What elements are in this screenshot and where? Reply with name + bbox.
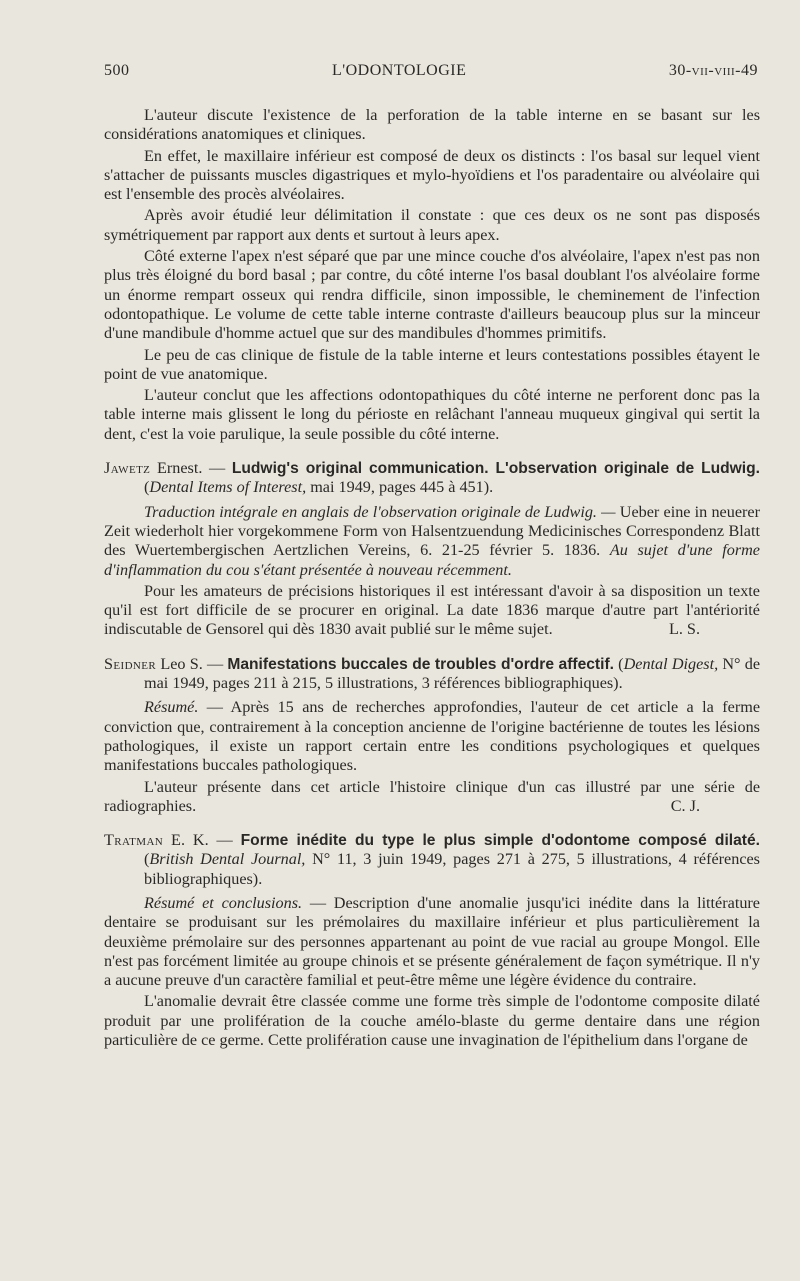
signature: C. J. — [670, 796, 700, 815]
paragraph-text: L'auteur présente dans cet article l'histoire clinique d'un cas illustré par une série de radiographies. — [104, 777, 760, 815]
paragraph-text: — Après 15 ans de recherches approfondies, l'auteur de cet article a la ferme conviction que, contrairement à la conception ancienne de l'origine bactérienne de toutes les lésions pathologiques, il existe un rapport certain entre les conditions psychologiques et quelques manifestations buccales pathologiques. — [104, 698, 760, 775]
review-entry-tratman — [104, 831, 760, 1050]
entry-author: Seidner — [104, 654, 157, 673]
page-number: 500 — [104, 62, 130, 79]
paragraph-label: Résumé. — [144, 698, 199, 717]
issue-date: 30-vii-viii-49 — [668, 62, 758, 79]
paragraph: Le peu de cas clinique de fistule de la table interne et leurs contestations possibles étayent le point de vue anatomique. — [104, 345, 760, 383]
entry-heading — [104, 831, 760, 889]
entry-source: British Dental Journal, — [149, 850, 306, 869]
paragraph-text: Ueber eine in neuerer Zeit wiederholt hier vorgekommene Form von Halsentzuendung Medicinisches Correspondenz Blatt des Wuertembergischen Aertzlichen Vereins, 6. 21-25 février 5. 1836. — [104, 502, 760, 560]
running-head — [104, 62, 758, 80]
paragraph-label: Résumé et conclusions. — [144, 893, 303, 912]
review-entry-seidner — [104, 655, 760, 816]
paragraph: Côté externe l'apex n'est séparé que par une mince couche d'os alvéolaire, l'apex n'est pas non plus très éloigné du bord basal ; par contre, du côté interne l'os basal doublant l'os alvéolaire forme un énorme rempart osseux qui rendra difficile, sinon impossible, le cheminement de l'infection odontopathique. Le volume de cette table interne contraste d'ailleurs beaucoup plus sur la minceur d'une mandibule d'homme actuel que sur des mandibules d'hommes primitifs. — [104, 247, 760, 343]
review-entry-jawetz — [104, 459, 760, 640]
paragraph-text: — Description d'une anomalie jusqu'ici inédite dans la littérature dentaire se produisant sur les prémolaires du maxillaire inférieur et plus particulièrement la deuxième prémolaire sur des personnes appartenant au point de vue racial au groupe Mongol. Elle n'est pas forcément limitée au groupe chinois et se présente généralement de façon symétrique. Il n'y a aucune preuve d'un caractère familial et peut-être même une légère évidence du contraire. — [104, 893, 760, 990]
paragraph: L'auteur discute l'existence de la perforation de la table interne en se basant sur les considérations anatomiques et cliniques. — [104, 106, 760, 144]
paragraph: L'anomalie devrait être classée comme une forme très simple de l'odontome composite dilaté produit par une prolifération de la couche amélo-blaste du germe dentaire dans une région particulière de ce germe. Cette prolifération cause une invagination de l'épithelium dans l'organe de — [104, 992, 760, 1050]
article-body — [104, 106, 760, 1050]
paragraph — [104, 698, 760, 775]
entry-heading — [104, 655, 760, 694]
entry-title: Manifestations buccales de troubles d'ordre affectif. — [227, 655, 614, 673]
entry-paren: ( — [144, 850, 150, 869]
entry-source: Dental Items of Interest, — [149, 478, 307, 497]
paragraph — [104, 582, 760, 640]
entry-author-given: E. K. — — [163, 831, 241, 850]
entry-source: Dental Digest, — [623, 654, 719, 673]
paragraph-text: Pour les amateurs de précisions historiques il est intéressant d'avoir à sa disposition un texte qu'il est fort difficile de se procurer en original. La date 1836 marque d'autre part l'antériorité indiscutable de Gensorel qui dès 1830 avait publié sur le même sujet. — [104, 581, 760, 639]
entry-author-given: Leo S. — — [156, 654, 228, 673]
journal-title: L'ODONTOLOGIE — [331, 62, 467, 79]
paragraph — [104, 503, 760, 580]
paragraph: En effet, le maxillaire inférieur est composé de deux os distincts : l'os basal sur lequel vient s'attacher de puissants muscles digastriques et mylo-hyoïdiens et l'os paradentaire ou alvéolaire qui est l'ensemble des procès alvéolaires. — [104, 146, 760, 204]
entry-heading — [104, 459, 760, 498]
paragraph: L'auteur conclut que les affections odontopathiques du côté interne ne perforent donc pas la table interne mais glissent le long du périoste en relâchant l'anneau muqueux gingival qui sertit la dent, c'est la voie parulique, la seule possible du côté interne. — [104, 386, 760, 443]
entry-author-given: Ernest. — — [150, 459, 232, 478]
entry-details: N° de mai 1949, pages 211 à 215, 5 illustrations, 3 références bibliographiques). — [144, 654, 761, 693]
entry-paren: ( — [613, 654, 624, 673]
signature: L. S. — [668, 620, 700, 639]
entry-title: Ludwig's original communication. L'observation originale de Ludwig. — [231, 460, 760, 478]
paragraph: Après avoir étudié leur délimitation il constate : que ces deux os ne sont pas disposés symétriquement par rapport aux dents et surtout à leurs apex. — [104, 206, 760, 244]
entry-author: Jawetz — [104, 459, 151, 478]
entry-details: N° 11, 3 juin 1949, pages 271 à 275, 5 illustrations, 4 références bibliographiques). — [144, 850, 760, 888]
entry-title: Forme inédite du type le plus simple d'odontome composé dilaté. — [240, 832, 760, 850]
entry-details: mai 1949, pages 445 à 451). — [306, 478, 494, 497]
paragraph-italic: Au sujet d'une forme d'inflammation du cou s'étant présentée à nouveau récemment. — [104, 541, 760, 579]
entry-paren: ( — [144, 478, 150, 497]
paragraph-italic: Traduction intégrale en anglais de l'observation originale de Ludwig. — — [144, 502, 616, 521]
paragraph — [104, 894, 760, 990]
entry-author: Tratman — [104, 831, 164, 850]
paragraph — [104, 778, 760, 817]
